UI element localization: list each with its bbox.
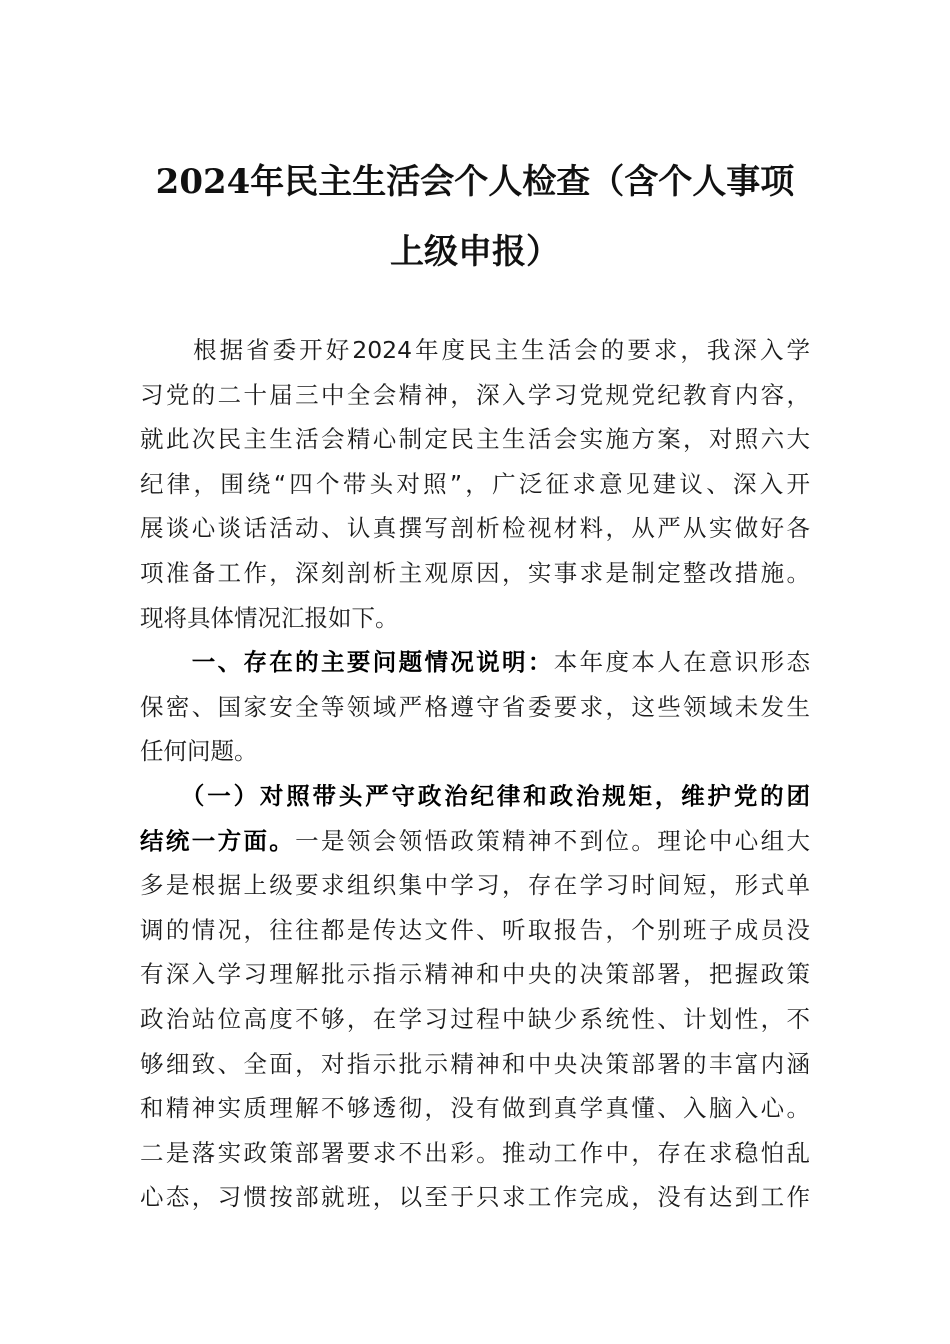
text-segment: 一是领会领悟政策精神不到位。理论中心组大 [295,826,811,855]
text-segment: 政治站位高度不够，在学习过程中缺少系统性、计划性，不 [140,1005,810,1033]
body-text-line [140,1086,810,1130]
text-segment: 调的情况，往往都是传达文件、听取报告，个别班子成员没 [140,915,810,944]
body-text-line [140,506,810,550]
body-text-line [140,685,810,729]
text-segment: 纪律，围绕“四个带头对照”，广泛征求意见建议、深入开 [140,469,810,498]
body-text-line [140,462,810,506]
text-segment: 和精神实质理解不够透彻，没有做到真学真懂、入脑入心。 [140,1094,810,1123]
body-text-line [140,1131,810,1175]
body-text-line [140,1042,810,1086]
text-segment: 就此次民主生活会精心制定民主生活会实施方案，对照六大 [140,425,810,454]
body-text-line [140,997,810,1041]
text-segment: 展谈心谈话活动、认真撰写剖析检视材料，从严从实做好各 [140,514,810,543]
body-text-line [140,952,810,996]
text-segment: 习党的二十届三中全会精神，深入学习党规党纪教育内容， [140,380,810,409]
body-text-line [140,863,810,907]
body-text-line [140,729,810,773]
text-segment: 多是根据上级要求组织集中学习，存在学习时间短，形式单 [140,871,810,900]
text-segment: 有深入学习理解批示指示精神和中央的决策部署，把握政策 [140,960,810,989]
text-segment: 够细致、全面，对指示批示精神和中央决策部署的丰富内涵 [140,1049,810,1078]
body-text-line [140,1175,810,1219]
body-text-line [140,774,810,818]
text-segment: 本年度本人在意识形态 [553,648,811,677]
body-text-line [140,417,810,461]
text-segment: 二是落实政策部署要求不出彩。推动工作中，存在求稳怕乱 [140,1138,810,1167]
text-segment: 保密、国家安全等领域严格遵守省委要求，这些领域未发生 [140,692,810,721]
text-segment: 任何问题。 [140,737,258,766]
text-segment: 项准备工作，深刻剖析主观原因，实事求是制定整改措施。 [140,559,810,587]
body-text-line [140,373,810,417]
body-text-line [140,551,810,595]
text-segment: 根据省委开好2024年度民主生活会的要求，我深入学 [140,336,810,364]
body-text-line [140,596,810,640]
body-text-line [140,328,810,372]
text-segment: 心态，习惯按部就班，以至于只求工作完成，没有达到工作 [140,1183,810,1212]
bold-text-segment: （一）对照带头严守政治纪律和政治规矩，维护党的团 [140,782,810,810]
body-text-line [140,640,810,684]
document-title-line-1: 2024年民主生活会个人检查（含个人事项 [155,162,795,202]
body-text-line [140,819,810,863]
document-title-line-2: 上级申报） [390,232,560,272]
text-segment: 现将具体情况汇报如下。 [140,603,399,632]
body-text-line [140,908,810,952]
bold-text-segment: 一、存在的主要问题情况说明： [140,648,554,677]
bold-text-segment: 结统一方面。 [140,826,296,855]
